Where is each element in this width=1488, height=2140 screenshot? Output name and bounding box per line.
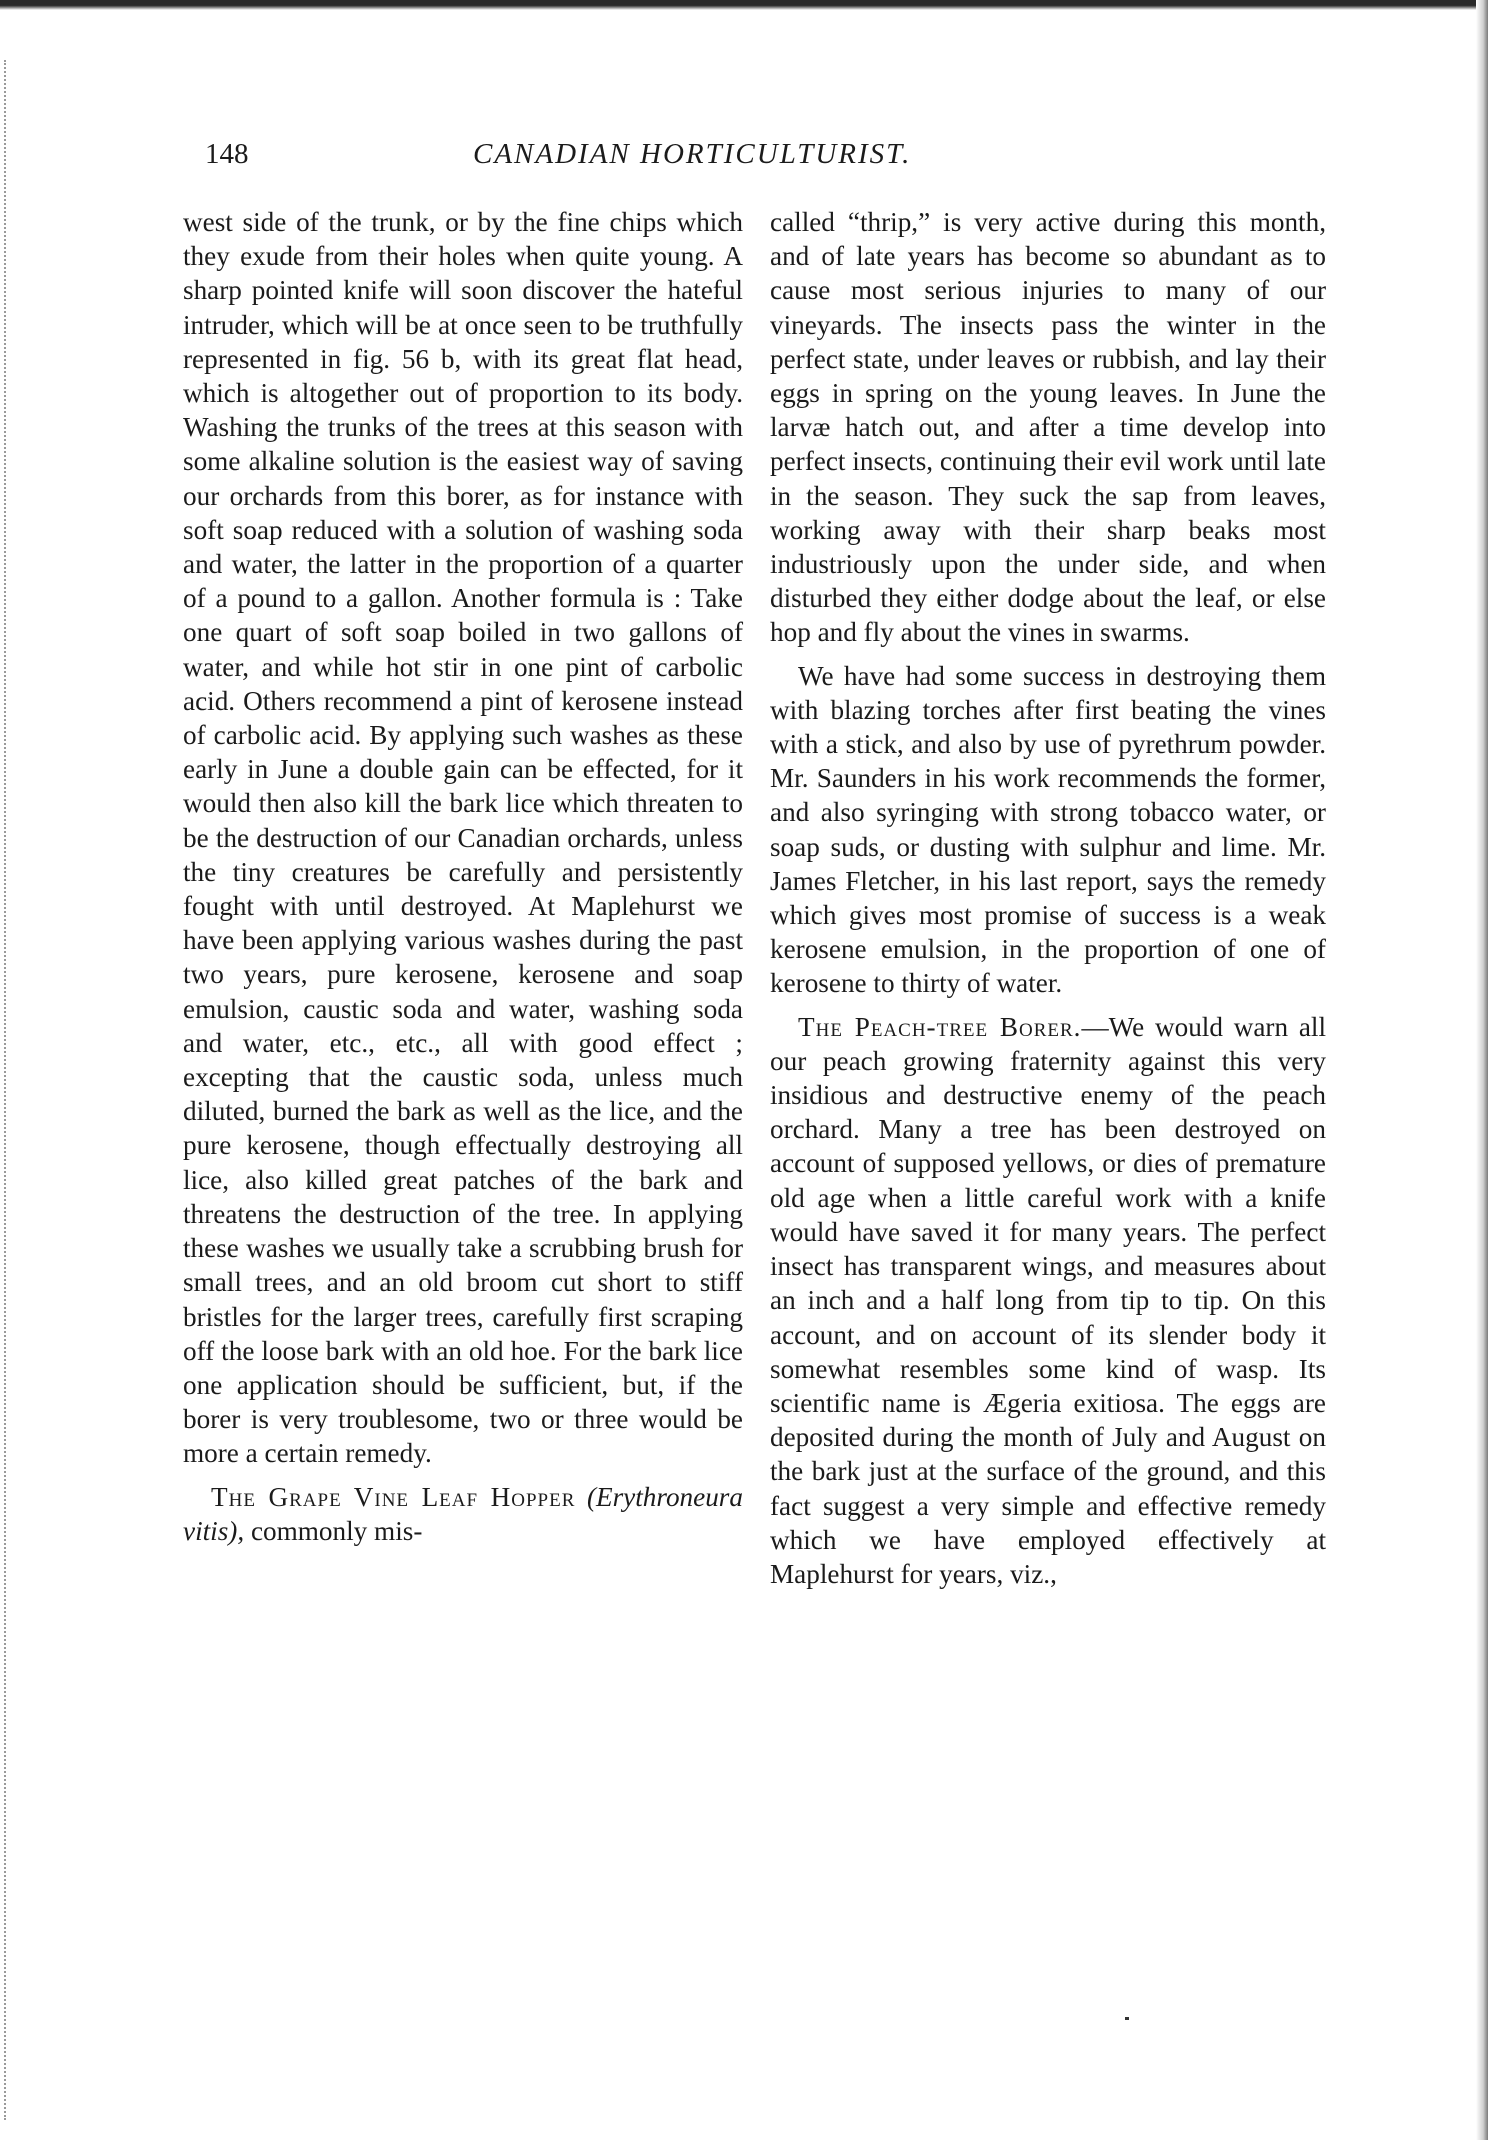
leaf-hopper-text: commonly mis- xyxy=(244,1515,423,1546)
right-paragraph-thrip: called “thrip,” is very active during this month, and of late years has become so abundant as to cause most serious injuries to many of our vineyards. The insects pass the winter in the perfect state, under leaves or rubbish, and lay their eggs in spring on the young leaves. In June the larvæ hatch out, and after a time develop into perfect insects, continuing their evil work until late in the season. They suck the sap from leaves, working away with their sharp beaks most industriously upon the under side, and when disturbed they either dodge about the leaf, or else hop and fly about the vines in swarms. xyxy=(770,207,1326,648)
scan-right-edge xyxy=(1476,0,1488,2140)
print-speck xyxy=(1125,2017,1129,2020)
page-number: 148 xyxy=(205,138,249,170)
left-paragraph-leaf-hopper xyxy=(183,1480,743,1548)
leaf-hopper-heading: The Grape Vine Leaf Hopper xyxy=(211,1481,576,1512)
left-column xyxy=(183,205,743,1548)
peach-borer-heading: The Peach-tree Borer. xyxy=(798,1011,1082,1042)
scan-top-edge xyxy=(0,0,1488,10)
left-paragraph-borer-washes: west side of the trunk, or by the fine chips which they exude from their holes when quite young. A sharp pointed knife will soon discover the hateful intruder, which will be at once seen to be truthfully represented in fig. 56 b, with its great flat head, which is altogether out of proportion to its body. Washing the trunks of the trees at this season with some alkaline solution is the easiest way of saving our orchards from this borer, as for instance with soft soap reduced with a solution of washing soda and water, the latter in the proportion of a quarter of a pound to a gallon. Another formula is : Take one quart of soft soap boiled in two gallons of water, and while hot stir in one pint of carbolic acid. Others recommend a pint of kerosene instead of carbolic acid. By applying such washes as these early in June a double gain can be effected, for it would then also kill the bark lice which threaten to be the destruction of our Canadian orchards, unless the tiny creatures be carefully and persistently fought with until destroyed. At Maplehurst we have been applying various washes during the past two years, pure kerosene, kerosene and soap emulsion, caustic soda and water, washing soda and water, etc., etc., all with good effect ; excepting that the caustic soda, unless much diluted, burned the bark as well as the lice, and the pure kerosene, though effectually destroying all lice, also killed great patches of the bark and threatens the destruction of the tree. In applying these washes we usually take a scrubbing brush for small trees, and an old broom cut short to stiff bristles for the larger trees, carefully first scraping off the loose bark with an old hoe. For the bark lice one application should be sufficient, but, if the borer is very troublesome, two or three would be more a certain remedy. xyxy=(183,207,743,1469)
page-header xyxy=(205,138,1025,178)
running-title: CANADIAN HORTICULTURIST. xyxy=(473,138,912,170)
scan-left-edge xyxy=(4,60,9,2120)
leaf-hopper-latin-name: (Erythroneura vitis), xyxy=(183,1481,743,1546)
peach-borer-text: —We would warn all our peach growing fraternity against this very insidious and destructive enemy of the peach orchard. Many a tree has been destroyed on account of supposed yellows, or dies of premature old age when a little careful work with a knife would have saved it for many years. The perfect insect has transparent wings, and measures about an inch and a half long from tip to tip. On this account, and on account of its slender body it somewhat resembles some kind of wasp. Its scientific name is Ægeria exitiosa. The eggs are deposited during the month of July and August on the bark just at the surface of the ground, and this fact suggest a very simple and effective remedy which we have employed effectively at Maplehurst for years, viz., xyxy=(770,1011,1326,1589)
right-column xyxy=(770,205,1326,1591)
right-paragraph-peach-borer xyxy=(770,1010,1326,1591)
right-paragraph-remedies: We have had some success in destroying them with blazing torches after first beating the vines with a stick, and also by use of pyrethrum powder. Mr. Saunders in his work recommends the former, and also syringing with strong tobacco water, or soap suds, or dusting with sulphur and lime. Mr. James Fletcher, in his last report, says the remedy which gives most promise of success is a weak kerosene emulsion, in the proportion of one of kerosene to thirty of water. xyxy=(770,660,1326,999)
